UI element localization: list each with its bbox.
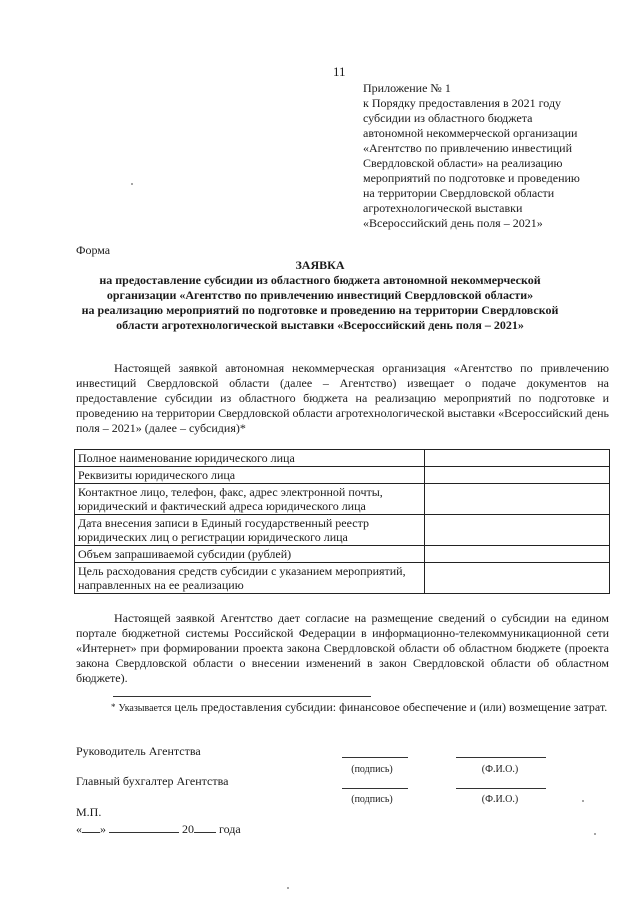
scan-speck xyxy=(582,800,584,802)
table-row xyxy=(75,546,610,563)
day-field[interactable] xyxy=(82,821,100,833)
row-label: Реквизиты юридического лица xyxy=(75,467,425,484)
row-label: Контактное лицо, телефон, факс, адрес электронной почты, юридический и фактический адреса юридического лица xyxy=(75,484,425,515)
signature-caption: (подпись) xyxy=(351,764,393,775)
date-line xyxy=(76,821,241,837)
director-signature-line[interactable] xyxy=(342,757,408,758)
title-line: области агротехнологической выставки «Всероссийский день поля – 2021» xyxy=(116,318,524,332)
row-value-field[interactable] xyxy=(425,546,610,563)
title-heading: ЗАЯВКА xyxy=(295,258,345,272)
form-label: Форма xyxy=(76,243,111,257)
row-label: Полное наименование юридического лица xyxy=(75,450,425,467)
row-value-field[interactable] xyxy=(425,515,610,546)
table-row xyxy=(75,450,610,467)
row-label: Цель расходования средств субсидии с указанием мероприятий, направленных на ее реализацию xyxy=(75,563,425,594)
title-line: организации «Агентство по привлечению инвестиций Свердловской области» xyxy=(106,288,534,302)
appendix-line: «Всероссийский день поля – 2021» xyxy=(363,216,543,230)
title-line: на предоставление субсидии из областного бюджета автономной некоммерческой xyxy=(99,273,541,287)
appendix-header xyxy=(363,81,613,231)
appendix-line: мероприятий по подготовке и проведению xyxy=(363,171,580,185)
table-row xyxy=(75,484,610,515)
row-label: Объем запрашиваемой субсидии (рублей) xyxy=(75,546,425,563)
appendix-line: «Агентство по привлечению инвестиций xyxy=(363,141,573,155)
table-row xyxy=(75,467,610,484)
date-open-quote: « xyxy=(76,822,82,836)
application-table xyxy=(74,449,610,594)
appendix-line: к Порядку предоставления в 2021 году xyxy=(363,96,562,110)
name-caption: (Ф.И.О.) xyxy=(481,794,519,805)
year-prefix: 20 xyxy=(182,822,194,836)
month-field[interactable] xyxy=(109,821,179,833)
footnote-divider xyxy=(113,696,371,697)
appendix-line: автономной некоммерческой организации xyxy=(363,126,578,140)
footnote-mark: * xyxy=(111,702,116,712)
appendix-line: Приложение № 1 xyxy=(363,81,451,95)
date-close-quote: » xyxy=(100,822,106,836)
year-suffix: года xyxy=(219,822,241,836)
chief-accountant-label: Главный бухгалтер Агентства xyxy=(76,774,229,788)
signature-caption: (подпись) xyxy=(351,794,393,805)
accountant-signature-line[interactable] xyxy=(342,788,408,789)
table-row xyxy=(75,515,610,546)
scan-speck xyxy=(131,183,133,185)
appendix-line: агротехнологической выставки xyxy=(363,201,523,215)
consent-paragraph: Настоящей заявкой Агентство дает согласие на размещение сведений о субсидии на едином портале бюджетной системы Российской Федерации в информационно-телекоммуникационной сети «Интернет» при формировании проекта закона Свердловской области об областном бюджете (проекта закона Свердловской области о внесении изменений в закон Свердловской области об областном бюджете). xyxy=(76,611,609,685)
footnote xyxy=(76,700,609,716)
year-field[interactable] xyxy=(194,821,216,833)
intro-paragraph: Настоящей заявкой автономная некоммерческая организация «Агентство по привлечению инвестиций Свердловской области (далее – Агентство) извещает о подаче документов на предоставление субсидии из областного бюджета на реализацию мероприятий по подготовке и проведению на территории Свердловской области агротехнологической выставки «Всероссийский день поля – 2021» (далее – субсидия)* xyxy=(76,361,609,435)
stamp-placeholder: М.П. xyxy=(76,805,102,819)
document-title xyxy=(60,258,580,333)
name-caption: (Ф.И.О.) xyxy=(481,764,519,775)
scan-speck xyxy=(594,833,596,835)
row-value-field[interactable] xyxy=(425,450,610,467)
table-row xyxy=(75,563,610,594)
page-number: 11 xyxy=(333,64,346,79)
footnote-text: цель предоставления субсидии: финансовое обеспечение и (или) возмещение затрат. xyxy=(174,700,608,714)
footnote-lead: Указывается xyxy=(118,703,172,714)
row-value-field[interactable] xyxy=(425,563,610,594)
title-line: на реализацию мероприятий по подготовке и проведению на территории Свердловской xyxy=(81,303,559,317)
row-label: Дата внесения записи в Единый государственный реестр юридических лиц о регистрации юридического лица xyxy=(75,515,425,546)
row-value-field[interactable] xyxy=(425,484,610,515)
appendix-line: субсидии из областного бюджета xyxy=(363,111,533,125)
accountant-name-line[interactable] xyxy=(456,788,546,789)
director-name-line[interactable] xyxy=(456,757,546,758)
appendix-line: Свердловской области» на реализацию xyxy=(363,156,563,170)
director-label: Руководитель Агентства xyxy=(76,744,201,758)
row-value-field[interactable] xyxy=(425,467,610,484)
appendix-line: на территории Свердловской области xyxy=(363,186,555,200)
scan-speck xyxy=(287,887,289,889)
